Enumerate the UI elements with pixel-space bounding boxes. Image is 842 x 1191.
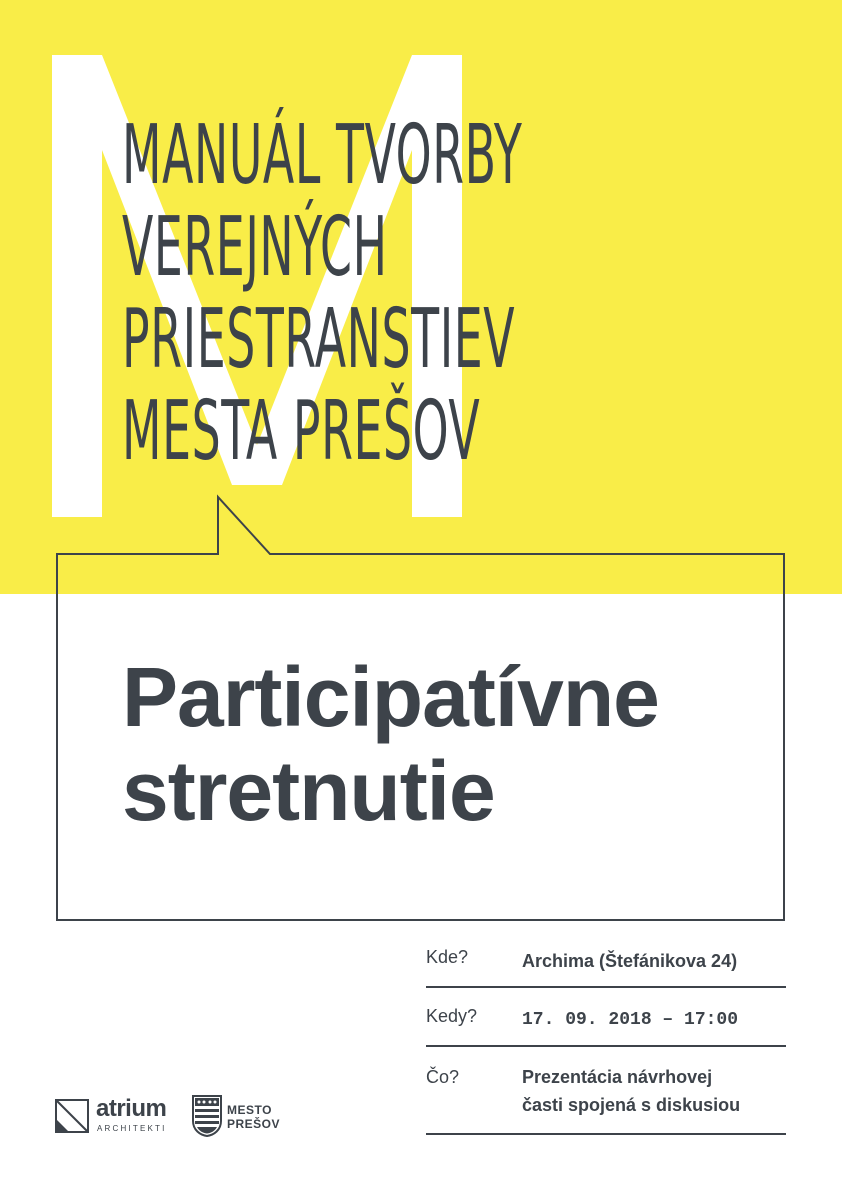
what-label: Čo? bbox=[426, 1067, 460, 1087]
atrium-name: atrium bbox=[96, 1095, 167, 1122]
info-row-where bbox=[426, 935, 786, 988]
headline-line-2: stretnutie bbox=[122, 744, 495, 838]
info-row-what bbox=[426, 1047, 786, 1135]
title-line-4: MESTA PREŠOV bbox=[122, 384, 481, 479]
when-label: Kedy? bbox=[426, 1006, 478, 1026]
atrium-logo bbox=[55, 1097, 180, 1137]
manual-title bbox=[122, 110, 822, 478]
title-line-2: VEREJNÝCH bbox=[122, 200, 388, 295]
atrium-subtitle: ARCHITEKTI bbox=[97, 1124, 167, 1133]
where-label: Kde? bbox=[426, 947, 469, 967]
city-crest-icon bbox=[192, 1095, 222, 1137]
event-info-table bbox=[426, 935, 786, 1135]
info-row-when bbox=[426, 988, 786, 1047]
headline-line-1: Participatívne bbox=[122, 650, 659, 744]
event-headline bbox=[122, 650, 772, 838]
what-value-line-2: časti spojená s diskusiou bbox=[522, 1095, 741, 1115]
what-value-line-1: Prezentácia návrhovej bbox=[522, 1067, 713, 1087]
presov-logo-line-2: PREŠOV bbox=[227, 1117, 281, 1131]
where-value: Archima (Štefánikova 24) bbox=[522, 951, 738, 971]
title-line-1: MANUÁL TVORBY bbox=[122, 108, 523, 203]
when-value: 17. 09. 2018 – 17:00 bbox=[522, 1010, 739, 1030]
atrium-logo-icon bbox=[55, 1099, 89, 1133]
what-value bbox=[522, 1063, 740, 1119]
presov-logo-line-1: MESTO bbox=[227, 1103, 272, 1117]
mesto-presov-logo bbox=[192, 1095, 292, 1137]
title-line-3: PRIESTRANSTIEV bbox=[122, 292, 516, 387]
